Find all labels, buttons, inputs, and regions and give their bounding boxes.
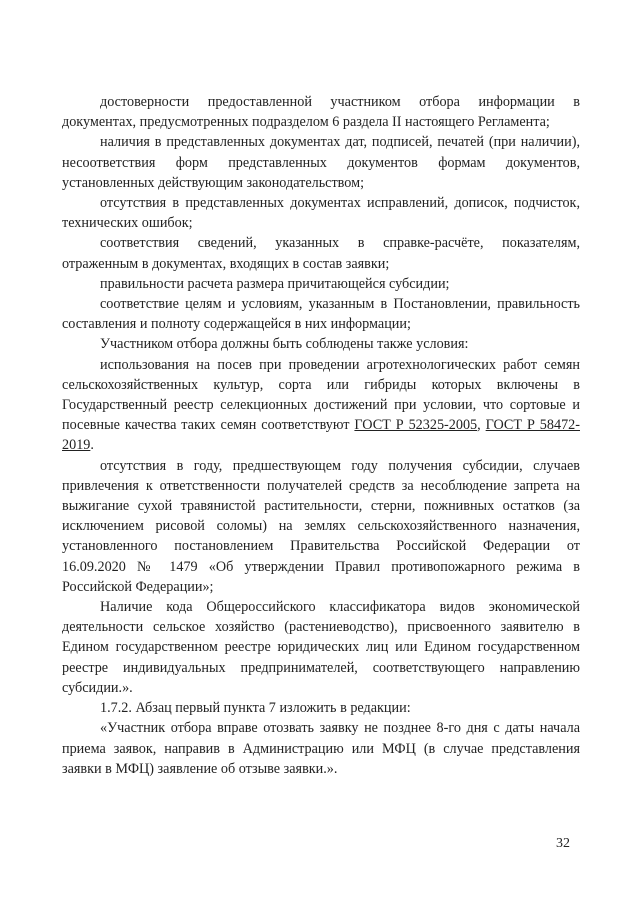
- paragraph-corrections: отсутствия в представленных документах исправлений, дописок, подчисток, технических ошибок;: [62, 195, 580, 232]
- document-body: [62, 92, 580, 779]
- seeds-text: использования на посев при проведении агротехнологических работ семян сельскохозяйственных культур, сорта или гибриды которых включены в Государственный реестр селекционных достижений при условии, что сортовые и посевные качества таких семян соответствуют: [62, 356, 580, 434]
- paragraph-seeds: [62, 355, 580, 456]
- gost-58472-link[interactable]: ГОСТ Р 58472-2019: [62, 417, 580, 454]
- paragraph-participant-conditions: Участником отбора должны быть соблюдены также условия:: [100, 336, 469, 353]
- paragraph-amendment: 1.7.2. Абзац первый пункта 7 изложить в редакции:: [100, 700, 411, 717]
- paragraph-reliability: достоверности предоставленной участником отбора информации в документах, предусмотренных подразделом 6 раздела II настоящего Регламента;: [62, 94, 580, 131]
- paragraph-calculation-match: соответствия сведений, указанных в справке-расчёте, показателям, отраженным в документах, входящих в состав заявки;: [62, 235, 580, 272]
- paragraph-withdrawal: «Участник отбора вправе отозвать заявку не позднее 8-го дня с даты начала приема заявок, направив в Администрацию или МФЦ (в случае представления заявки в МФЦ) заявление об отзыве заявки.».: [62, 720, 580, 777]
- paragraph-subsidy-size: правильности расчета размера причитающейся субсидии;: [100, 275, 450, 292]
- gost-52325-link[interactable]: ГОСТ Р 52325-2005: [354, 417, 478, 434]
- page-number: 32: [556, 836, 570, 851]
- paragraph-burning-ban: отсутствия в году, предшествующем году получения субсидии, случаев привлечения к ответственности получателей средств за несоблюдение запрета на выжигание сухой травянистой растительности, стерни, пожнивных остатков (за исключением рисовой соломы) на землях сельскохозяйственного назначения, установленного постановлением Правительства Российской Федерации от 16.09.2020 № 1479 «Об утверждении Правил противопожарного режима в Российской Федерации»;: [62, 457, 580, 595]
- paragraph-goals-conditions: соответствие целям и условиям, указанным в Постановлении, правильность составления и полноту содержащейся в них информации;: [62, 296, 580, 333]
- gost-separator: ,: [477, 417, 486, 434]
- paragraph-okved-code: Наличие кода Общероссийского классификатора видов экономической деятельности сельское хозяйство (растениеводство), присвоенного заявителю в Едином государственном реестре юридических лиц или Едином государственном реестре индивидуальных предпринимателей, соответствующего направлению субсидии.».: [62, 599, 580, 696]
- paragraph-dates-signatures: наличия в представленных документах дат, подписей, печатей (при наличии), несоответствия форм представленных документов формам документов, установленных действующим законодательством;: [62, 134, 580, 191]
- seeds-end: .: [90, 437, 94, 454]
